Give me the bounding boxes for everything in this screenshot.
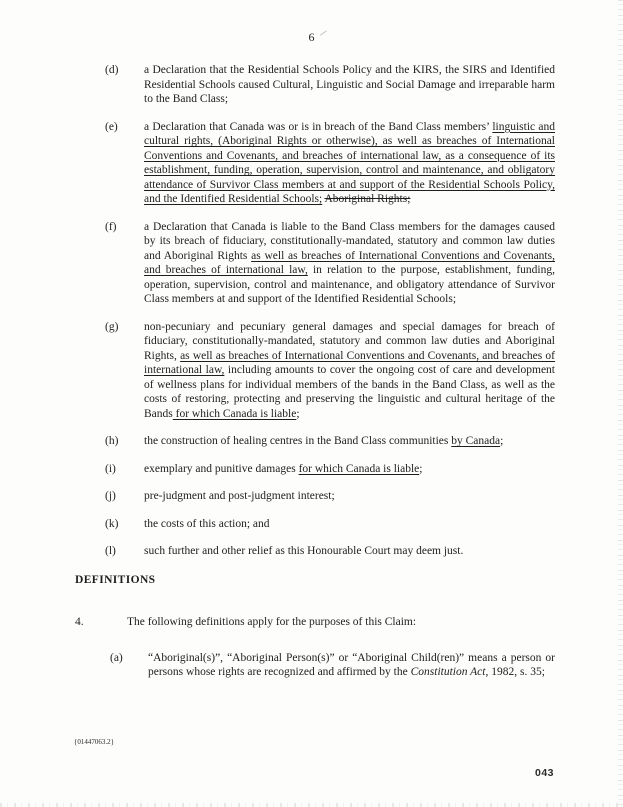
- page-number: 6: [308, 30, 315, 44]
- relief-item-f: [105, 220, 555, 307]
- item-label: (g): [105, 320, 119, 333]
- relief-item-k: [105, 517, 555, 532]
- item-text: non-pecuniary and pecuniary general damages and special damages for breach of fiduciary, constitutionally-mandated, statutory and common law duties and Aboriginal Rights, as well as breaches of International Conventions and Covenants, and breaches of international law, including amounts to cover the ongoing cost of care and development of wellness plans for individual members of the bands in the Band Class, as well as the costs of restoring, protecting and preserving the linguistic and cultural heritage of the Bands for which Canada is liable;: [144, 320, 555, 420]
- relief-item-j: [105, 489, 555, 504]
- footer-bates-number: 043: [535, 767, 555, 779]
- relief-item-h: [105, 434, 555, 449]
- item-text: such further and other relief as this Honourable Court may deem just.: [144, 545, 464, 557]
- scan-edge-right: [618, 0, 623, 807]
- relief-item-l: [105, 544, 555, 559]
- item-text: the construction of healing centres in the Band Class communities by Canada;: [144, 435, 504, 447]
- item-text: the costs of this action; and: [144, 517, 270, 530]
- item-text: pre-judgment and post-judgment interest;: [144, 490, 335, 502]
- item-label: (i): [105, 462, 116, 475]
- item-label: (a): [110, 651, 123, 664]
- item-text: a Declaration that the Residential Schools Policy and the KIRS, the SIRS and Identified Residential Schools caused Cultural, Linguistic and Social Damage and irreparable harm to the Band Class;: [144, 64, 555, 105]
- item-label: (h): [105, 435, 119, 447]
- relief-item-e: [105, 120, 555, 207]
- footer-document-id: {01447063.2}: [74, 738, 114, 746]
- scan-edge-bottom: [0, 803, 623, 807]
- item-label: (k): [105, 517, 119, 530]
- item-label: (f): [105, 220, 117, 233]
- relief-item-d: [105, 63, 555, 107]
- item-text: a Declaration that Canada is liable to the Band Class members for the damages caused by its breach of fiduciary, constitutionally-mandated, statutory and common law duties and Aboriginal Rights as well as breaches of International Conventions and Covenants, and breaches of international law, in relation to the purpose, establishment, funding, operation, supervision, control and maintenance, and obligatory attendance of Survivor Class members at and support of the Identified Residential Schools;: [144, 220, 555, 305]
- item-label: (e): [105, 120, 118, 133]
- item-label: (d): [105, 64, 119, 76]
- item-label: (l): [105, 545, 116, 557]
- item-label: (j): [105, 490, 116, 502]
- definition-item-a: [110, 651, 555, 680]
- relief-item-g: [105, 320, 555, 422]
- item-text: exemplary and punitive damages for which Canada is liable;: [144, 462, 423, 475]
- paragraph-4: [75, 615, 555, 630]
- paragraph-text: The following definitions apply for the purposes of this Claim:: [127, 616, 417, 628]
- item-text: “Aboriginal(s)”, “Aboriginal Person(s)” or “Aboriginal Child(ren)” means a person or persons whose rights are recognized and affirmed by the Constitution Act, 1982, s. 35;: [148, 651, 555, 678]
- relief-item-i: [105, 462, 555, 477]
- item-text: a Declaration that Canada was or is in breach of the Band Class members’ linguistic and cultural rights, (Aboriginal Rights or otherwise), as well as breaches of International Conventions and Covenants, and breaches of international law, as a consequence of its establishment, funding, operation, supervision, control and maintenance, and obligatory attendance of Survivor Class members at and support of the Residential Schools Policy, and the Identified Residential Schools; Aboriginal Rights;: [144, 120, 555, 205]
- definitions-heading: DEFINITIONS: [75, 573, 156, 586]
- paragraph-number: 4.: [75, 616, 84, 628]
